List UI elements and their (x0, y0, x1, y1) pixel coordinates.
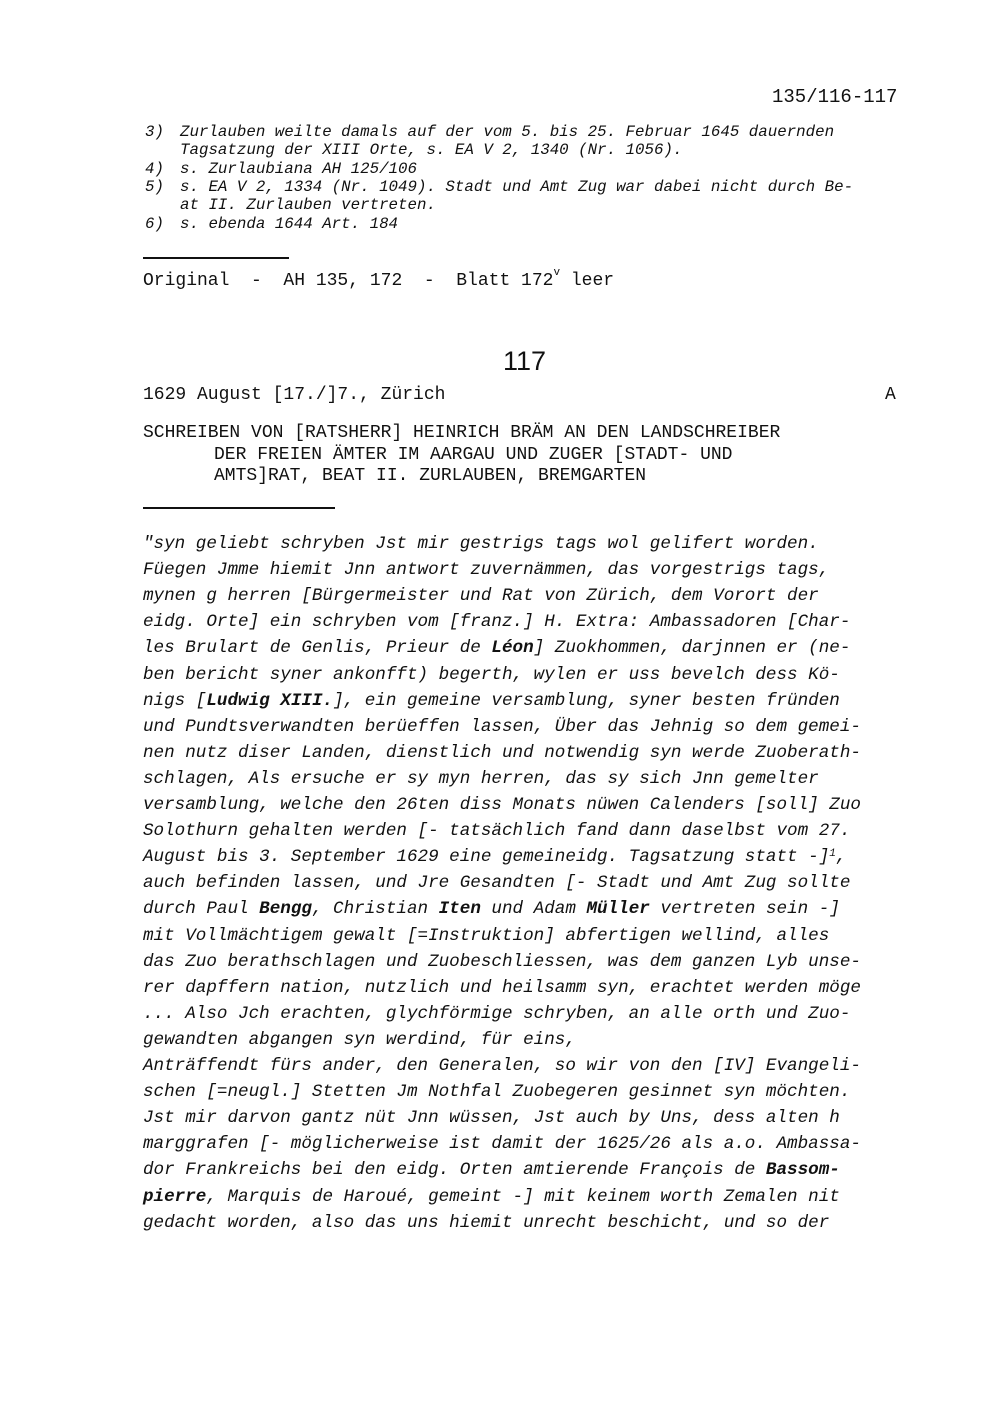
text-segment: eidg. Orte] ein schryben vom [franz.] H. Extra: Ambassadoren [Char- (143, 612, 851, 633)
document-date: 1629 August [17./]7., Zürich (143, 385, 446, 405)
body-line (143, 821, 850, 841)
text-segment: marggrafen [- möglicherweise ist damit der 1625/26 als a.o. Ambassa- (143, 1134, 861, 1155)
text-segment: das Zuo berathschlagen und Zuobeschliessen, was dem ganzen Lyb unse- (143, 951, 861, 972)
text-segment: ] Zuokhommen, darjnnen er (ne- (533, 638, 851, 659)
document-flag: A (885, 385, 896, 405)
text-segment: vertreten sein -] (649, 899, 840, 920)
original-superscript: v (553, 267, 561, 279)
body-line (143, 952, 861, 972)
text-segment: schlagen, Als ersuche er sy myn herren, das sy sich Jnn gemelter (143, 768, 819, 789)
text-segment: Füegen Jmme hiemit Jnn antwort zuvernämmen, das vorgestrigs tags, (143, 560, 830, 581)
body-line (143, 1160, 840, 1180)
footnote-text: at II. Zurlauben vertreten. (180, 196, 436, 215)
text-segment: ], ein gemeine versamblung, syner besten fründen (333, 690, 840, 711)
body-line (143, 1030, 576, 1050)
body-line (143, 586, 819, 606)
body-line (143, 638, 850, 658)
body-line (143, 1213, 829, 1233)
person-name: Bengg (259, 899, 312, 920)
text-segment: und Adam (480, 899, 587, 920)
footnote-number: 3) (145, 123, 164, 141)
body-line (143, 665, 840, 685)
text-segment: "syn geliebt schryben Jst mir gestrigs tags wol gelifert worden. (143, 534, 819, 554)
text-segment: nen nutz diser Landen, dienstlich und notwendig syn werde Zuoberath- (143, 742, 861, 763)
body-line (143, 612, 850, 632)
document-title-line-3: AMTS]RAT, BEAT II. ZURLAUBEN, BREMGARTEN (214, 466, 647, 486)
footnote-text: Zurlauben weilte damals auf der vom 5. bis 25. Februar 1645 dauernden (180, 123, 835, 141)
person-name: Bassom- (765, 1160, 840, 1181)
body-line (143, 1082, 850, 1102)
footnote-number: 4) (145, 159, 164, 178)
text-segment: mynen g herren [Bürgermeister und Rat von Zürich, dem Vorort der (143, 586, 819, 607)
original-suffix: leer (560, 271, 615, 291)
footnote-text: s. EA V 2, 1334 (Nr. 1049). Stadt und Amt Zug war dabei nicht durch Be- (180, 177, 854, 196)
body-line (143, 1134, 861, 1154)
body-line (143, 847, 846, 867)
text-segment: dor Frankreichs bei den eidg. Orten amtierende François de (143, 1160, 766, 1181)
original-text: Original - AH 135, 172 - Blatt 172 (143, 271, 554, 291)
footnote-text: Tagsatzung der XIII Orte, s. EA V 2, 1340 (Nr. 1056). (180, 141, 683, 160)
footnote-text: s. Zurlaubiana AH 125/106 (180, 159, 417, 178)
document-title-line-2: DER FREIEN ÄMTER IM AARGAU UND ZUGER [STADT- UND (214, 445, 733, 465)
footnote-number: 6) (145, 214, 164, 233)
person-name: Iten (438, 899, 481, 920)
body-line (143, 795, 861, 815)
text-segment: gewandten abgangen syn werdind, für eins, (143, 1029, 576, 1050)
text-segment: nigs [ (143, 690, 207, 711)
text-segment: versamblung, welche den 26ten diss Monats nüwen Calenders [soll] Zuo (143, 795, 861, 815)
body-line (143, 1108, 840, 1128)
text-segment: August bis 3. September 1629 eine gemeineidg. Tagsatzung statt -] (143, 847, 830, 868)
text-segment: Jst mir darvon gantz nüt Jnn wüssen, Jst auch by Uns, dess alten h (143, 1108, 840, 1129)
body-line (143, 899, 840, 919)
person-name: Léon (491, 638, 534, 659)
footnote-reference: 1 (829, 848, 836, 861)
text-segment: auch befinden lassen, und Jre Gesandten [- Stadt und Amt Zug sollte (143, 873, 851, 894)
title-divider (143, 507, 335, 509)
body-line (143, 691, 840, 711)
text-segment: ... Also Jch erachten, glychförmige schryben, an alle orth und Zuo- (143, 1003, 851, 1024)
body-line (143, 717, 861, 737)
footnote-number: 5) (145, 177, 164, 196)
text-segment: rer dapffern nation, nutzlich und heilsamm syn, erachtet werden möge (143, 977, 861, 998)
body-line (143, 534, 819, 554)
text-segment: mit Vollmächtigem gewalt [=Instruktion] abfertigen wellind, alles (143, 925, 830, 946)
text-segment: , (835, 847, 847, 868)
text-segment: les Brulart de Genlis, Prieur de (143, 638, 492, 659)
original-reference (143, 267, 615, 291)
text-segment: durch Paul (143, 899, 260, 920)
page-number: 135/116-117 (772, 86, 898, 108)
text-segment: , Marquis de Haroué, gemeint -] mit keinem worth Zemalen nit (206, 1186, 840, 1207)
body-line (143, 1187, 840, 1207)
body-line (143, 769, 819, 789)
body-line (143, 560, 829, 580)
text-segment: ben bericht syner ankonfft) begerth, wylen er uss bevelch dess Kö- (143, 664, 840, 685)
body-line (143, 1056, 861, 1076)
text-segment: und Pundtsverwandten berüeffen lassen, Über das Jehnig so dem gemei- (143, 716, 861, 737)
person-name: pierre (143, 1186, 207, 1207)
person-name: Ludwig XIII. (206, 690, 334, 711)
document-title-line-1: SCHREIBEN VON [RATSHERR] HEINRICH BRÄM AN DEN LANDSCHREIBER (143, 423, 781, 443)
person-name: Müller (586, 899, 650, 920)
text-segment: Solothurn gehalten werden [- tatsächlich fand dann daselbst vom 27. (143, 821, 851, 842)
text-segment: gedacht worden, also das uns hiemit unrecht beschicht, und so der (143, 1212, 830, 1233)
body-line (143, 978, 861, 998)
body-line (143, 926, 829, 946)
body-line (143, 873, 850, 893)
text-segment: schen [=neugl.] Stetten Jm Nothfal Zuobegeren gesinnet syn möchten. (143, 1082, 851, 1103)
text-segment: Anträffendt fürs ander, den Generalen, so wir von den [IV] Evangeli- (143, 1056, 861, 1076)
footnote-text: s. ebenda 1644 Art. 184 (180, 214, 399, 233)
footnote-divider (143, 257, 289, 259)
text-segment: , Christian (311, 899, 439, 920)
document-number: 117 (503, 346, 547, 376)
body-line (143, 1004, 850, 1024)
body-line (143, 743, 861, 763)
